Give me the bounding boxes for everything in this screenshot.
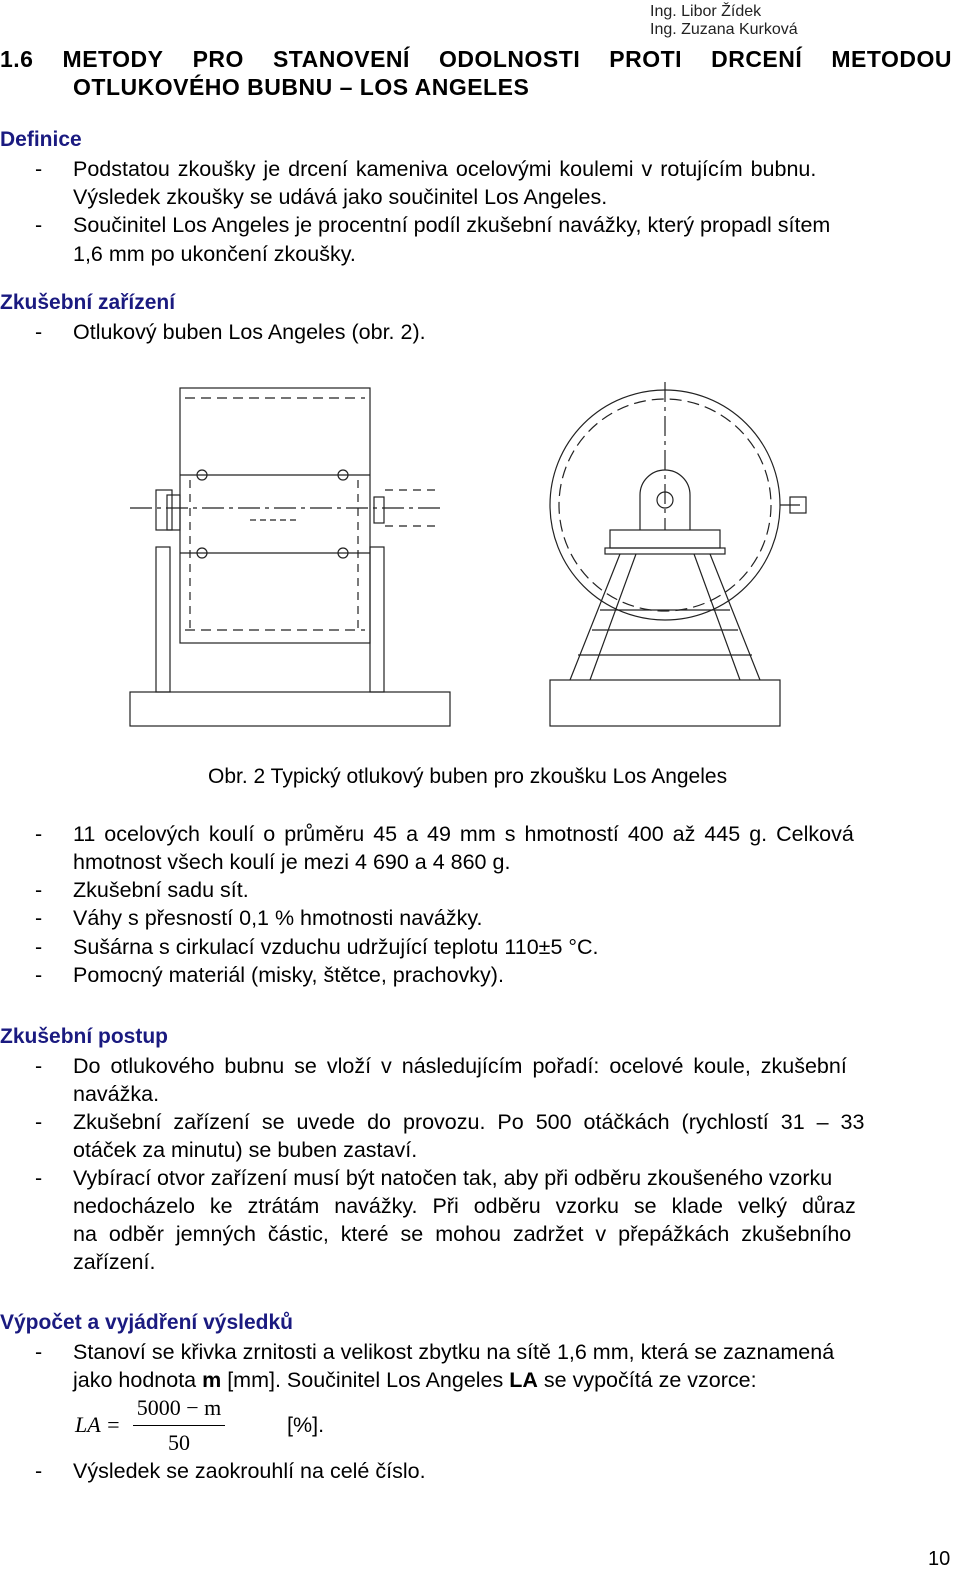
author-1: Ing. Libor Žídek (650, 3, 762, 20)
text-span: jako hodnota (73, 1368, 203, 1392)
zarizeni-item-4: Sušárna s cirkulací vzduchu udržující teplotu 110±5 °C. (73, 935, 599, 959)
postup-item-3-cont3: zařízení. (73, 1250, 156, 1274)
section-number: 1.6 (0, 46, 34, 72)
fraction-bar (133, 1425, 225, 1426)
zarizeni-item-2: Zkušební sadu sít. (73, 878, 249, 902)
list-dash: - (35, 1054, 43, 1078)
variable-m: m (202, 1368, 222, 1392)
title-word: DRCENÍ (711, 46, 803, 72)
drum-front-view (550, 382, 806, 726)
formula-denominator: 50 (168, 1430, 190, 1455)
list-dash: - (35, 1340, 43, 1364)
postup-item-3: Vybírací otvor zařízení musí být natočen tak, aby při odběru zkoušeného vzorku (73, 1166, 833, 1190)
page-number: 10 (928, 1548, 951, 1570)
list-dash: - (35, 822, 43, 846)
variable-la: LA (509, 1368, 538, 1392)
title-word: METODY (62, 46, 164, 72)
list-dash: - (35, 906, 43, 930)
section-title-line2: OTLUKOVÉHO BUBNU – LOS ANGELES (73, 74, 530, 100)
list-dash: - (35, 320, 43, 344)
zarizeni-item-3: Váhy s přesností 0,1 % hmotnosti navážky. (73, 906, 483, 930)
postup-item-1: Do otlukového bubnu se vloží v následujícím pořadí: ocelové koule, zkušební (73, 1054, 847, 1078)
title-word: STANOVENÍ (272, 46, 410, 72)
title-word: ODOLNOSTI (438, 46, 581, 72)
section-title (0, 45, 952, 73)
list-dash: - (35, 213, 43, 237)
postup-item-2: Zkušební zařízení se uvede do provozu. Po 500 otáčkách (rychlostí 31 – 33 (73, 1110, 865, 1134)
list-dash: - (35, 1110, 43, 1134)
heading-vypocet: Výpočet a vyjádření výsledků (0, 1311, 293, 1334)
formula-unit: [%]. (287, 1413, 325, 1437)
text-span: [mm]. Součinitel Los Angeles (221, 1368, 510, 1392)
definice-item-2: Součinitel Los Angeles je procentní podíl zkušební navážky, který propadl sítem (73, 213, 831, 237)
formula-lhs: LA = (75, 1412, 121, 1437)
list-dash: - (35, 935, 43, 959)
heading-postup: Zkušební postup (0, 1025, 168, 1048)
zarizeni-item-5: Pomocný materiál (misky, štětce, prachovky). (73, 963, 504, 987)
title-word: PRO (192, 46, 244, 72)
vypocet-item-1-cont (73, 1366, 757, 1394)
title-word: PROTI (609, 46, 683, 72)
postup-item-3-cont: nedocházelo ke ztrátám navážky. Při odběru vzorku se klade velký důraz (73, 1194, 856, 1218)
author-2: Ing. Zuzana Kurková (650, 21, 798, 38)
title-word: METODOU (831, 46, 952, 72)
zarizeni-item-1-cont: hmotnost všech koulí je mezi 4 690 a 4 860 g. (73, 850, 511, 874)
postup-item-3-cont2: na odběr jemných částic, které se mohou zadržet v přepážkách zkušebního (73, 1222, 852, 1246)
list-dash: - (35, 1459, 43, 1483)
formula-numerator: 5000 − m (136, 1395, 222, 1420)
list-dash: - (35, 878, 43, 902)
text-span: se vypočítá ze vzorce: (537, 1368, 757, 1392)
figure-caption: Obr. 2 Typický otlukový buben pro zkoušku Los Angeles (208, 765, 728, 788)
heading-zarizeni: Zkušební zařízení (0, 291, 176, 314)
definice-item-1-cont: Výsledek zkoušky se udává jako součinitel Los Angeles. (73, 185, 608, 209)
definice-item-2-cont: 1,6 mm po ukončení zkoušky. (73, 242, 356, 266)
postup-item-2-cont: otáček za minutu) se buben zastaví. (73, 1138, 418, 1162)
vypocet-item-2: Výsledek se zaokrouhlí na celé číslo. (73, 1459, 426, 1483)
list-dash: - (35, 1166, 43, 1190)
list-dash: - (35, 157, 43, 181)
los-angeles-drum-drawing (0, 370, 960, 730)
text-line: Podstatou zkoušky je drcení kameniva ocelovými koulemi v rotujícím bubnu. (73, 157, 817, 181)
zarizeni-item-1: 11 ocelových koulí o průměru 45 a 49 mm s hmotností 400 až 445 g. Celková (73, 822, 854, 846)
postup-item-1-cont: navážka. (73, 1082, 160, 1106)
list-dash: - (35, 963, 43, 987)
definice-item-1 (73, 155, 951, 183)
drum-side-view (130, 388, 450, 726)
zarizeni-item-0: Otlukový buben Los Angeles (obr. 2). (73, 320, 426, 344)
vypocet-item-1: Stanoví se křivka zrnitosti a velikost zbytku na sítě 1,6 mm, která se zaznamená (73, 1340, 835, 1364)
heading-definice: Definice (0, 128, 82, 151)
